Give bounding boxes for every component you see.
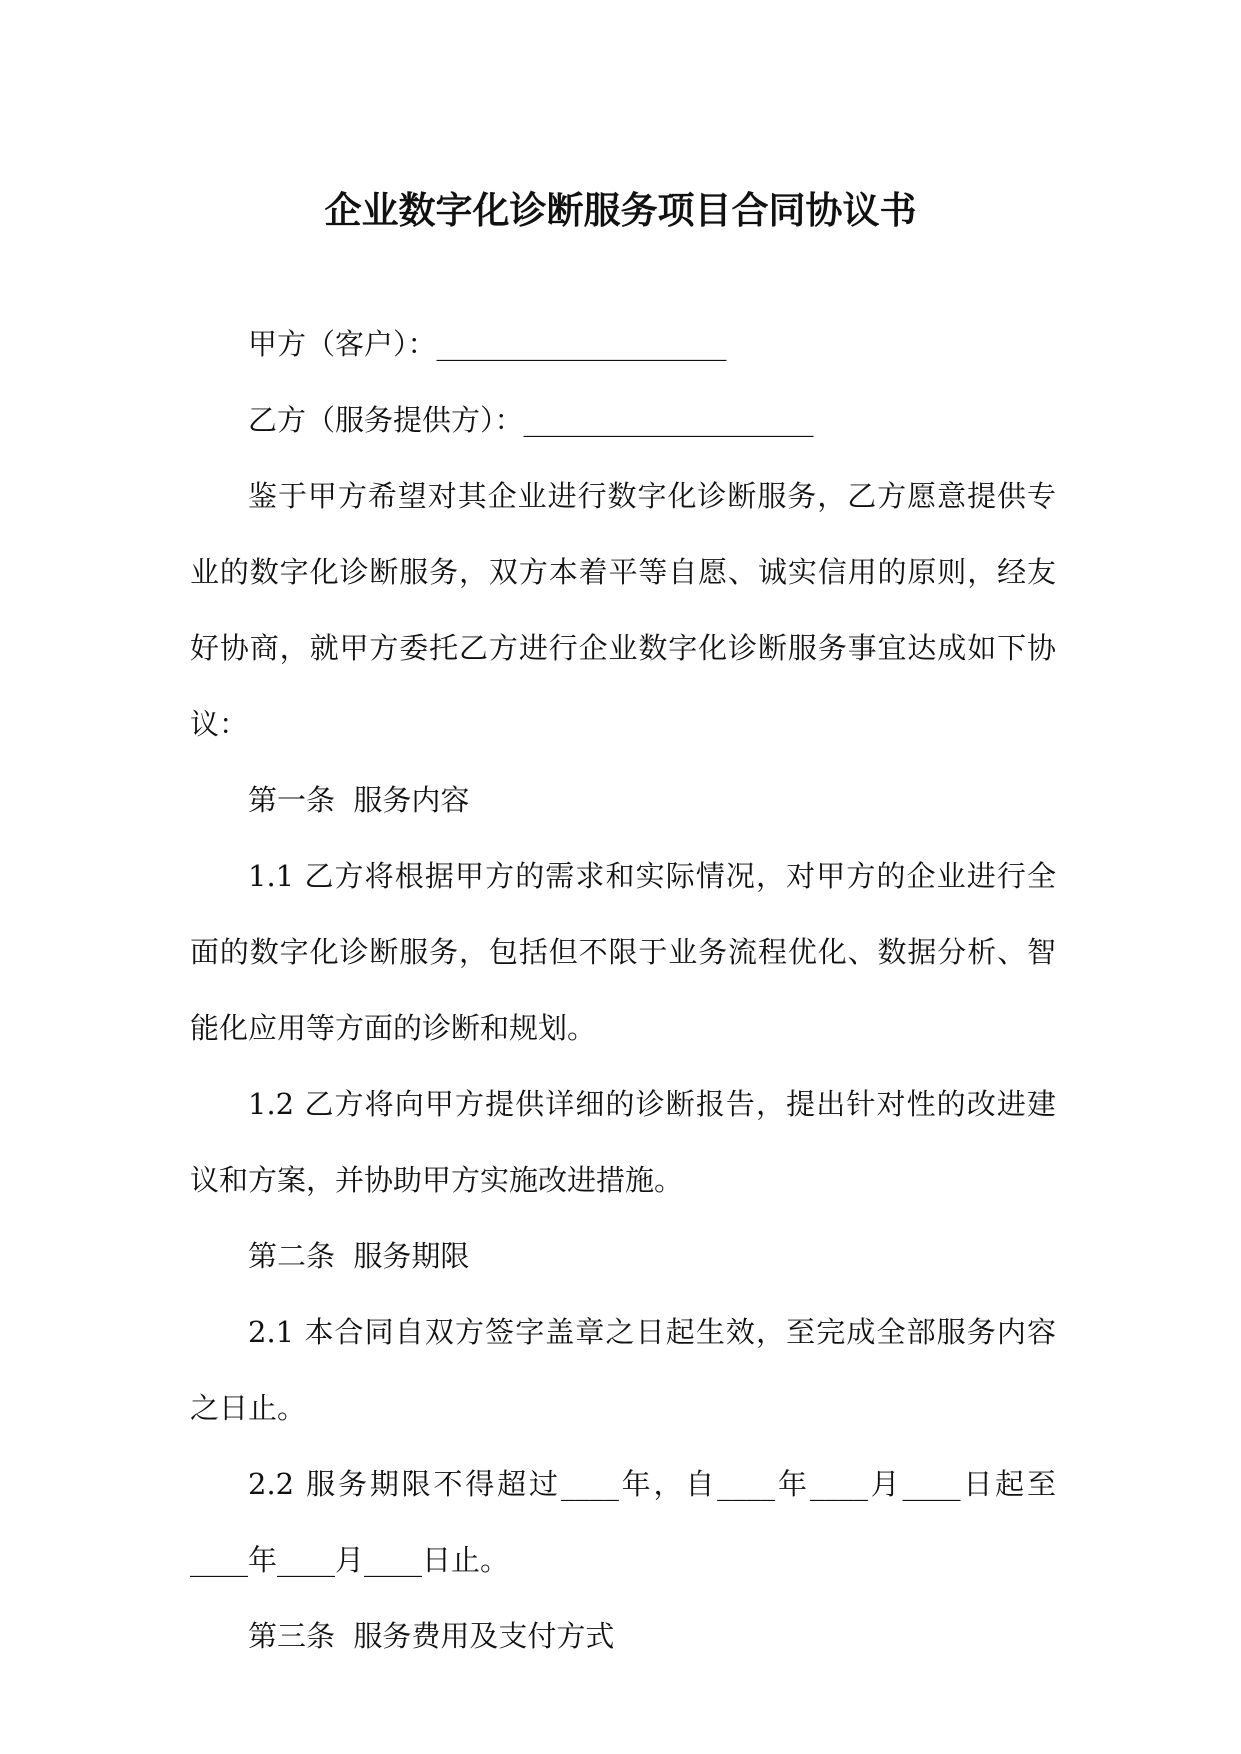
document-title: 企业数字化诊断服务项目合同协议书 xyxy=(324,188,917,232)
clause-1-1: 1.1 乙方将根据甲方的需求和实际情况，对甲方的企业进行全面的数字化诊断服务，包括但不限于业务流程优化、数据分析、智能化应用等方面的诊断和规划。 xyxy=(190,859,1056,1045)
clause-2-2: 2.2 服务期限不得超过____年，自____年____月____日起至____年____月____日止。 xyxy=(190,1467,1056,1577)
party-a-line: 甲方（客户）：____________________ xyxy=(248,327,727,361)
preamble-paragraph: 鉴于甲方希望对其企业进行数字化诊断服务，乙方愿意提供专业的数字化诊断服务，双方本着平等自愿、诚实信用的原则，经友好协商，就甲方委托乙方进行企业数字化诊断服务事宜达成如下协议： xyxy=(190,479,1056,741)
clause-2-1: 2.1 本合同自双方签字盖章之日起生效，至完成全部服务内容之日止。 xyxy=(190,1315,1056,1425)
party-b-line: 乙方（服务提供方）：____________________ xyxy=(248,403,814,437)
article-1-heading: 第一条 服务内容 xyxy=(248,783,470,817)
clause-1-2: 1.2 乙方将向甲方提供详细的诊断报告，提出针对性的改进建议和方案，并协助甲方实施改进措施。 xyxy=(190,1087,1056,1197)
article-2-heading: 第二条 服务期限 xyxy=(248,1239,470,1273)
article-3-heading: 第三条 服务费用及支付方式 xyxy=(248,1619,615,1653)
document-body xyxy=(190,306,1056,1674)
